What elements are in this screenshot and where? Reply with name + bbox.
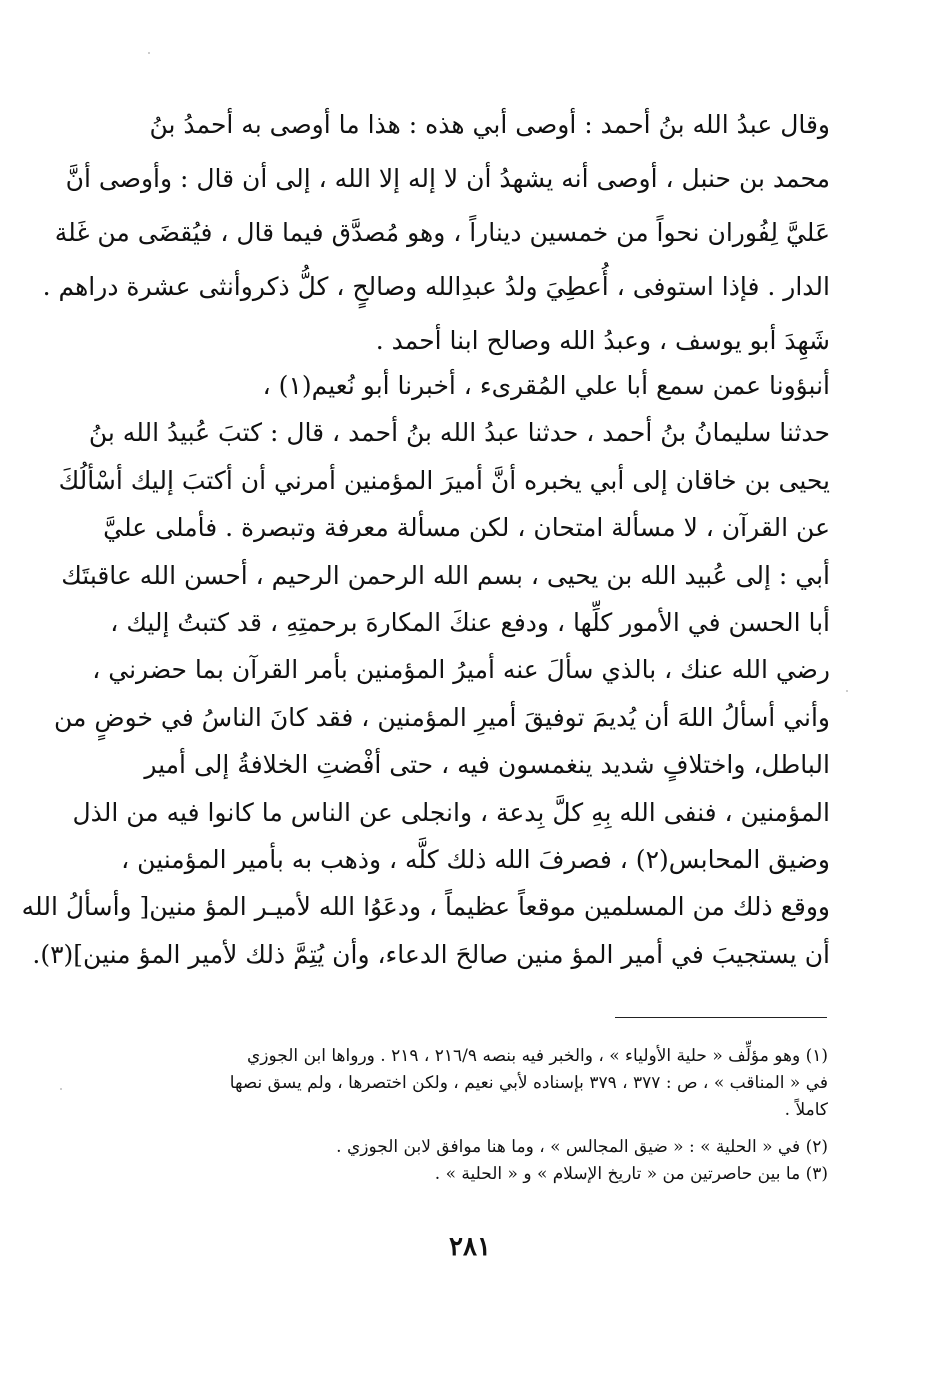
text-line: أبي : إلى عُبيد الله بن يحيى ، بسم الله الرحمن الرحيم ، أحسن الله عاقبتَك xyxy=(61,560,830,590)
text-line: يحيى بن خاقان إلى أبي يخبره أنَّ أميرَ المؤمنين أمرني أن أكتبَ إليك أسْألُكَ xyxy=(58,465,830,495)
text-line: عن القرآن ، لا مسألة امتحان ، لكن مسألة معرفة وتبصرة . فأملى عليَّ xyxy=(103,513,830,543)
text-line: شَهِدَ أبو يوسف ، وعبدُ الله وصالح ابنا أحمد . xyxy=(375,326,830,355)
text-line: وقال عبدُ الله بنُ أحمد : أوصى أبي هذه : هذا ما أوصى به أحمدُ بنُ xyxy=(149,110,830,139)
text-line: وأني أسألُ اللهَ أن يُديمَ توفيقَ أميرِ المؤمنين ، فقد كانَ الناسُ في خوضٍ من xyxy=(53,702,830,732)
scan-speck xyxy=(60,1088,62,1090)
footnote-spacer xyxy=(105,1124,828,1134)
text-line: عَليَّ لِفُوران نحواً من خمسين ديناراً ، وهو مُصدَّق فيما قال ، فيُقضَى من غَلة xyxy=(54,218,830,247)
footnotes xyxy=(105,1043,828,1188)
text-line: رضي الله عنك ، بالذي سألَ عنه أميرُ المؤمنين بأمر القرآن بما حضرني ، xyxy=(92,655,830,685)
text-line: الباطل، واختلافٍ شديد ينغمسون فيه ، حتى أفْضتِ الخلافةُ إلى أمير xyxy=(144,750,830,780)
text-line: أن يستجيبَ في أمير المؤ منين صالحَ الدعاء، وأن يُتِمَّ ذلك لأمير المؤ منين](٣). xyxy=(32,939,830,969)
text-line: محمد بن حنبل ، أوصى أنه يشهدُ أن لا إله إلا الله ، إلى أن قال : وأوصى أنَّ xyxy=(65,164,830,193)
text-line: وضيق المحابس(٢) ، فصرفَ الله ذلك كلَّه ، وذهب به بأمير المؤمنين ، xyxy=(121,844,830,874)
footnote-3: (٣) ما بين حاصرتين من « تاريخ الإسلام » و « الحلية » . xyxy=(434,1164,828,1184)
text-line: المؤمنين ، فنفى الله بِهِ كلَّ بِدعة ، وانجلى عن الناس ما كانوا فيه من الذل xyxy=(72,797,830,827)
scan-speck xyxy=(846,690,848,692)
footnote-divider xyxy=(615,1017,827,1018)
text-line: أنبؤونا عمن سمع أبا علي المُقرىء ، أخبرنا أبو نُعيم(١) ، xyxy=(262,371,830,400)
footnote-1-line: كاملاً . xyxy=(784,1100,828,1120)
footnote-1-line: في « المناقب » ، ص : ٣٧٧ ، ٣٧٩ بإسناده لأبي نعيم ، ولكن اختصرها ، ولم يسق نصها xyxy=(229,1073,828,1093)
scan-speck xyxy=(148,52,150,54)
text-line: ووقع ذلك من المسلمين موقعاً عظيماً ، ودعَوُا الله لأميـر المؤ منين[ وأسألُ الله xyxy=(21,892,830,922)
text-line: الدار . فإذا استوفى ، أُعطِيَ ولدُ عبدِالله وصالحٍ ، كلُّ ذكروأنثى عشرة دراهم . xyxy=(42,272,830,301)
text-line: حدثنا سليمانُ بنُ أحمد ، حدثنا عبدُ الله بنُ أحمد ، قال : كتبَ عُبيدُ الله بنُ xyxy=(88,418,830,448)
paragraph-2 xyxy=(21,362,830,978)
text-line: أبا الحسن في الأمور كلِّها ، ودفع عنكَ المكارهَ برحمتِهِ ، قد كتبتُ إليك ، xyxy=(110,607,830,637)
footnote-2: (٢) في « الحلية » : « ضيق المجالس » ، وما هنا موافق لابن الجوزي . xyxy=(336,1137,828,1157)
paragraph-1 xyxy=(42,98,830,368)
page-number: ٢٨١ xyxy=(449,1232,491,1262)
footnote-1-line: (١) وهو مؤلِّف « حلية الأولياء » ، والخبر فيه بنصه ٢١٦/٩ ، ٢١٩ . ورواها ابن الجوزي xyxy=(246,1046,828,1066)
